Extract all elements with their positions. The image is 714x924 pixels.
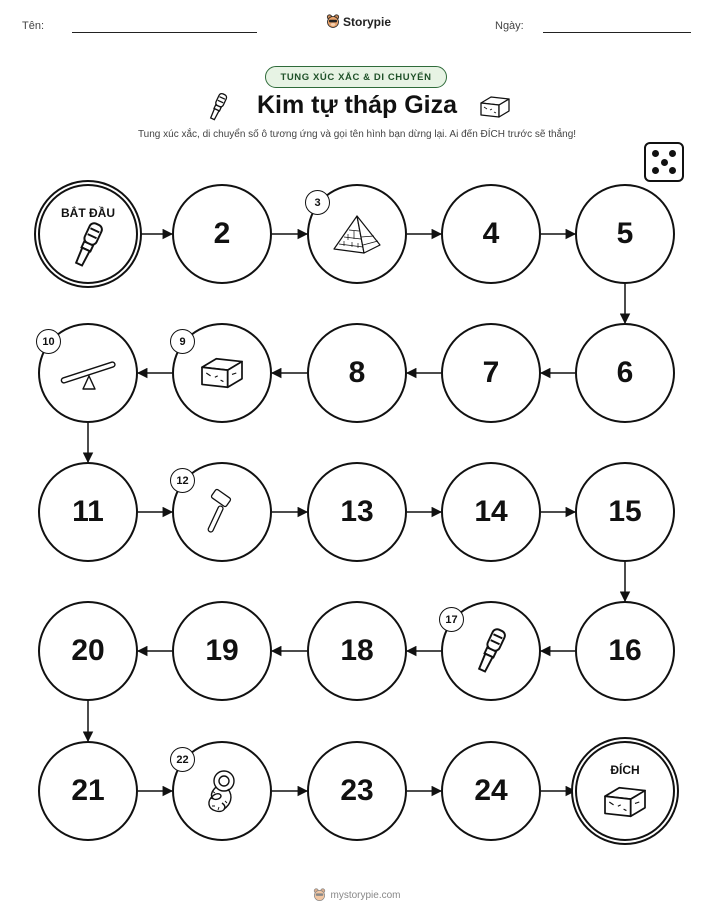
space-number-badge: 17 bbox=[439, 607, 464, 632]
space-number: 8 bbox=[348, 356, 366, 389]
hammer-icon bbox=[202, 487, 242, 537]
space-number: 11 bbox=[72, 495, 104, 528]
space-number: 20 bbox=[71, 634, 105, 667]
space-number-badge: 22 bbox=[170, 747, 195, 772]
start-label: BẮT ĐẦU bbox=[61, 206, 115, 220]
footer-url[interactable]: mystorypie.com bbox=[330, 889, 401, 901]
space-number: 14 bbox=[474, 495, 508, 528]
finish-label: ĐÍCH bbox=[610, 763, 640, 777]
finish-space bbox=[575, 741, 675, 841]
board-space bbox=[38, 601, 138, 701]
brand-name: Storypie bbox=[343, 14, 392, 29]
page-title: Kim tự tháp Giza bbox=[256, 91, 458, 119]
chisel-icon bbox=[469, 625, 513, 677]
instructions: Tung xúc xắc, di chuyển số ô tương ứng và gọi tên hình bạn dừng lại. Ai đến ĐÍCH trước sẽ thắng! bbox=[137, 129, 577, 140]
date-label: Ngày: bbox=[495, 20, 524, 32]
board-space bbox=[307, 741, 407, 841]
space-number: 19 bbox=[205, 634, 239, 667]
board-space bbox=[575, 601, 675, 701]
space-number: 18 bbox=[340, 634, 374, 667]
board-space bbox=[307, 323, 407, 423]
space-number-badge: 10 bbox=[36, 329, 61, 354]
space-number-badge: 9 bbox=[170, 329, 195, 354]
board-space bbox=[172, 462, 272, 562]
board-space bbox=[441, 601, 541, 701]
space-number-badge: 12 bbox=[170, 468, 195, 493]
chisel-icon bbox=[66, 219, 110, 271]
space-number: 5 bbox=[616, 217, 634, 250]
lever-icon bbox=[57, 355, 119, 391]
space-number: 21 bbox=[71, 774, 105, 807]
stone-block-icon bbox=[197, 353, 247, 393]
space-number: 6 bbox=[616, 356, 634, 389]
start-space bbox=[38, 184, 138, 284]
board-space bbox=[307, 184, 407, 284]
board-space bbox=[38, 462, 138, 562]
space-number: 24 bbox=[474, 774, 508, 807]
pyramid-icon bbox=[330, 213, 384, 255]
board-space bbox=[172, 741, 272, 841]
board-space bbox=[172, 601, 272, 701]
space-number: 2 bbox=[213, 217, 231, 250]
footer bbox=[0, 888, 714, 902]
board-space bbox=[38, 741, 138, 841]
space-number: 16 bbox=[608, 634, 642, 667]
space-number: 7 bbox=[482, 356, 500, 389]
space-number: 23 bbox=[340, 774, 374, 807]
space-number-badge: 3 bbox=[305, 190, 330, 215]
board-space bbox=[575, 323, 675, 423]
stone-block-icon bbox=[600, 782, 650, 822]
board-space bbox=[441, 184, 541, 284]
board-space bbox=[441, 462, 541, 562]
board-space bbox=[38, 323, 138, 423]
space-number: 4 bbox=[482, 217, 500, 250]
board-space bbox=[307, 462, 407, 562]
space-number: 15 bbox=[608, 495, 642, 528]
board-space bbox=[172, 184, 272, 284]
name-label: Tên: bbox=[22, 20, 45, 32]
bear-icon bbox=[313, 888, 326, 902]
board-space bbox=[307, 601, 407, 701]
game-type-tag: TUNG XÚC XẮC & DI CHUYỂN bbox=[265, 66, 447, 88]
board-space bbox=[441, 323, 541, 423]
board-space bbox=[575, 462, 675, 562]
board-space bbox=[575, 184, 675, 284]
rope-icon bbox=[198, 765, 246, 817]
space-number: 13 bbox=[340, 495, 374, 528]
board-space bbox=[441, 741, 541, 841]
board-space bbox=[172, 323, 272, 423]
